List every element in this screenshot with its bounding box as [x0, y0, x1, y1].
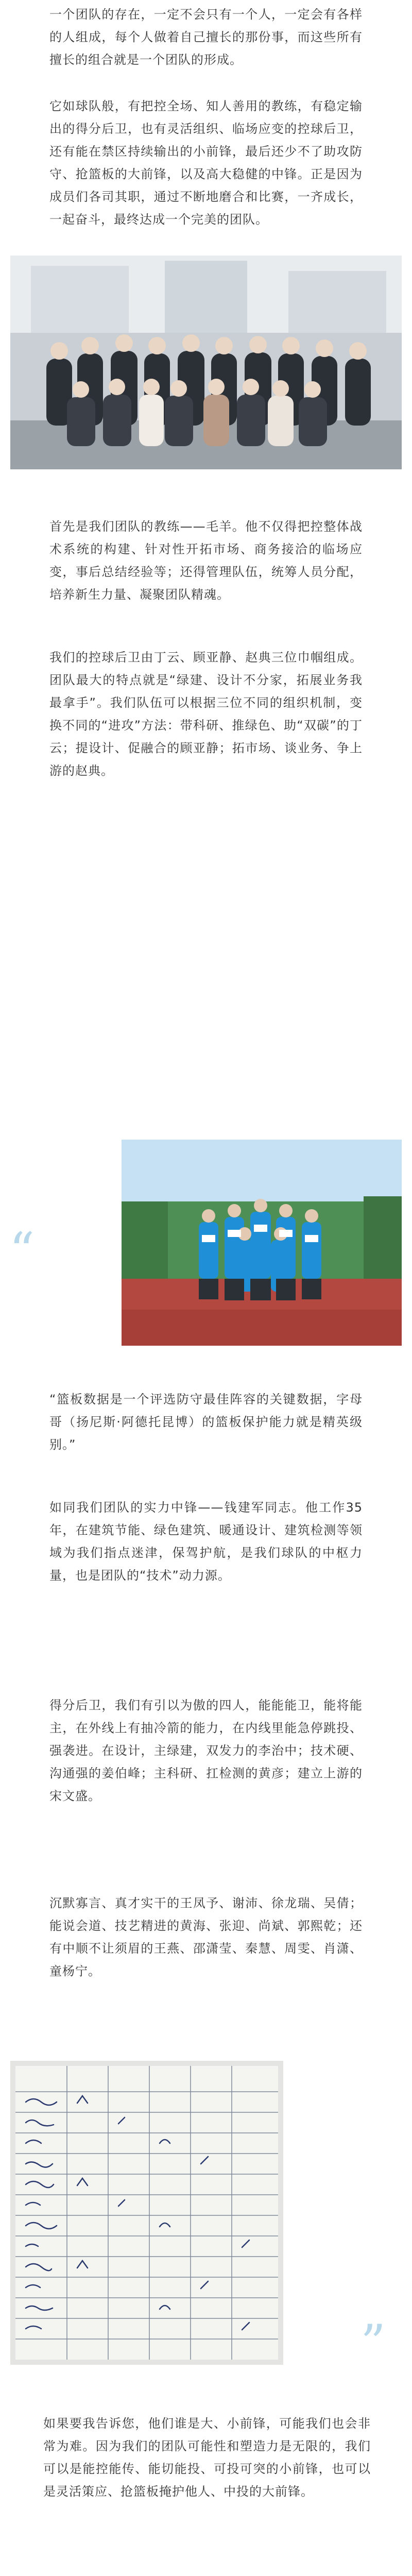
- sports-field-photo: [122, 1140, 402, 1346]
- paragraph-point-guards: 我们的控球后卫由丁云、顾亚静、赵典三位巾帼组成。团队最大的特点就是“绿建、设计不分家，拓展业务我最拿手”。我们队伍可以根据三位不同的组织机制，变换不同的“进攻”方法：带科研、推绿色、助“双碳”的丁云；提设计、促融合的顾亚静；拓市场、谈业务、争上游的赵典。: [49, 650, 363, 778]
- paragraph-center: 如同我们团队的实力中锋——钱建军同志。他工作35年，在建筑节能、绿色建筑、暖通设计、建筑检测等领域为我们指点迷津，保驾护航，是我们球队的中枢力量，也是团队的“技术”动力源。: [49, 1500, 363, 1583]
- team-group-photo: [10, 256, 402, 469]
- paragraph-forwards: 如果要我告诉您，他们谁是大、小前锋，可能我们也会非常为难。因为我们的团队可能性和塑造力是无限的，我们可以是能控能传、能切能投、可投可突的小前锋，也可以是灵活策应、抢篮板掩护他人、中投的大前锋。: [43, 2416, 371, 2499]
- left-quote-icon: “: [9, 1222, 35, 1280]
- paragraph-members: 沉默寡言、真才实干的王凤予、谢沛、徐龙瑞、吴倩；能说会道、技艺精进的黄海、张迎、尚斌、郭熙乾；还有中顺不让须眉的王燕、邵潇莹、秦慧、周雯、肖潇、童杨宁。: [49, 1896, 363, 1978]
- paragraph-coach: 首先是我们团队的教练——毛羊。他不仅得把控整体战术系统的构建、针对性开拓市场、商务接洽的临场应变，事后总结经验等；还得管理队伍，统筹人员分配，培养新生力量、凝聚团队精魂。: [49, 519, 363, 602]
- paragraph-team-analogy: 它如球队般，有把控全场、知人善用的教练，有稳定输出的得分后卫，也有灵活组织、临场应变的控球后卫，还有能在禁区持续输出的小前锋，最后还少不了助攻防守、抢篮板的大前锋，以及高大稳健的中锋。正是因为成员们各司其职，通过不断地磨合和比赛，一齐成长，一起奋斗，最终达成一个完美的团队。: [49, 99, 363, 227]
- quote-paragraph: “篮板数据是一个评选防守最佳阵容的关键数据，字母哥（扬尼斯·阿德托昆博）的篮板保护能力就是精英级别。”: [49, 1392, 363, 1452]
- score-sheet-photo: [10, 2061, 283, 2365]
- paragraph-shooting-guards: 得分后卫，我们有引以为傲的四人，能能能卫，能将能主，在外线上有抽冷箭的能力，在内线里能急停跳投、强袭进。在设计，主绿建，双发力的李治中；技术硬、沟通强的姜伯峰；主科研、扛检测的黄彦；建立上游的宋文盛。: [49, 1698, 363, 1803]
- paragraph-intro: 一个团队的存在，一定不会只有一个人，一定会有各样的人组成，每个人做着自己擅长的那份事，而这些所有擅长的组合就是一个团队的形成。: [49, 7, 363, 67]
- right-quote-icon: ”: [360, 2314, 386, 2372]
